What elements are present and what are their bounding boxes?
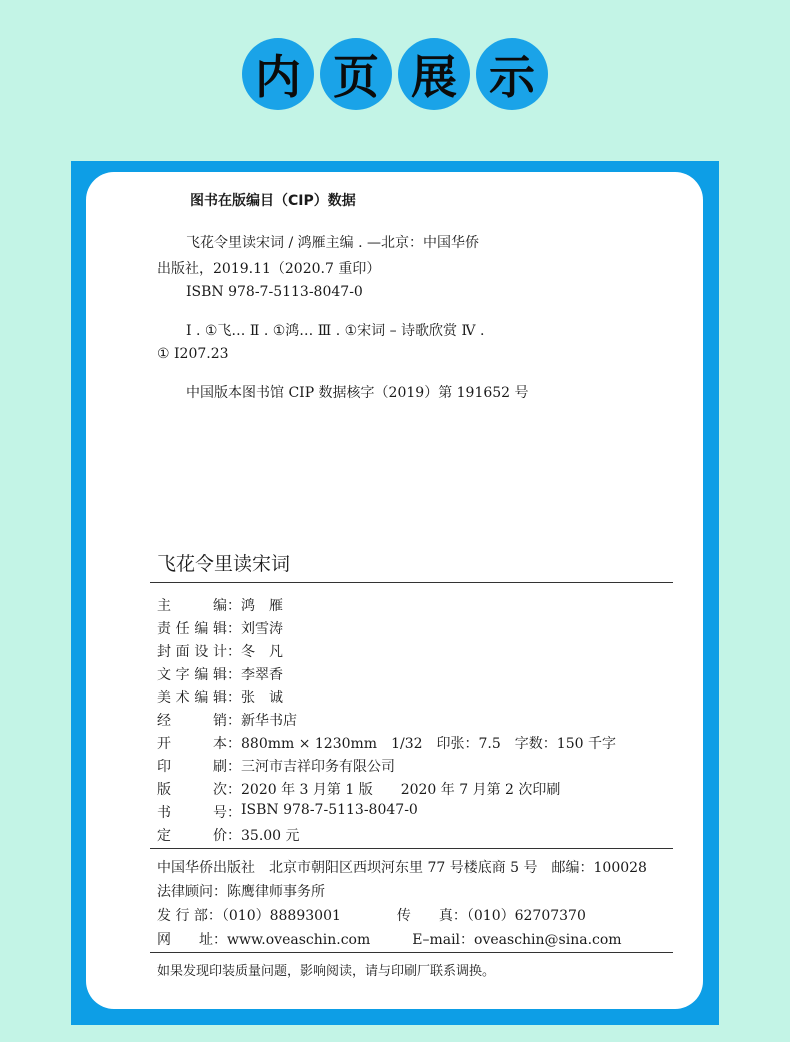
credit-label: 文字编辑 [157,667,227,683]
divider [150,582,673,583]
credit-label: 版次 [157,782,227,798]
credit-row: 封面设计 ： 冬 凡 [157,641,283,661]
cip-heading: 图书在版编目（CIP）数据 [190,193,356,209]
credit-label: 主编 [157,598,227,614]
cip-line: ① I207.23 [157,346,229,362]
cip-isbn: ISBN 978-7-5113-8047-0 [186,284,363,300]
credit-label: 美术编辑 [157,690,227,706]
credit-row: 定价 ： 35.00 元 [157,825,300,845]
credit-row: 书号 ： ISBN 978-7-5113-8047-0 [157,802,418,821]
credit-row: 主编 ： 鸿 雁 [157,595,283,615]
credit-value: 鸿 雁 [241,598,283,614]
credit-label: 印刷 [157,759,227,775]
book-title: 飞花令里读宋词 [157,553,291,575]
divider [150,952,673,953]
publisher-phone: 发 行 部：（010）88893001 传 真：（010）62707370 [157,908,586,924]
credit-label: 封面设计 [157,644,227,660]
header-char-circle: 展 [398,38,470,110]
credit-row: 版次 ： 2020 年 3 月第 1 版 2020 年 7 月第 2 次印刷 [157,779,560,799]
credit-label: 定价 [157,828,227,844]
credit-row: 印刷 ： 三河市吉祥印务有限公司 [157,756,395,776]
credit-value: ISBN 978-7-5113-8047-0 [241,802,418,818]
credit-value: 880mm × 1230mm 1/32 印张：7.5 字数：150 千字 [241,736,616,752]
cip-line: 飞花令里读宋词 / 鸿雁主编 . —北京：中国华侨 [186,235,479,251]
cip-record-number: 中国版本图书馆 CIP 数据核字（2019）第 191652 号 [186,385,529,401]
credit-label: 开本 [157,736,227,752]
quality-notice: 如果发现印装质量问题，影响阅读，请与印刷厂联系调换。 [157,964,496,979]
credit-value: 刘雪涛 [241,621,283,637]
credit-value: 冬 凡 [241,644,283,660]
credit-label: 书号 [157,805,227,821]
legal-counsel: 法律顾问：陈鹰律师事务所 [157,884,325,900]
credit-value: 张 诚 [241,690,283,706]
divider [150,848,673,849]
page-header [0,38,790,110]
credit-row: 美术编辑 ： 张 诚 [157,687,283,707]
credit-value: 李翠香 [241,667,283,683]
credit-row: 责任编辑 ： 刘雪涛 [157,618,283,638]
credit-label: 责任编辑 [157,621,227,637]
header-char-circle: 页 [320,38,392,110]
credit-value: 2020 年 3 月第 1 版 2020 年 7 月第 2 次印刷 [241,782,561,798]
publisher-web: 网 址：www.oveaschin.com E–mail：oveaschin@sina.com [157,932,622,948]
credit-row: 经销 ： 新华书店 [157,710,297,730]
cip-classification: Ⅰ . ①飞… Ⅱ . ①鸿… Ⅲ . ①宋词 – 诗歌欣赏 Ⅳ . [186,323,485,339]
publisher-address: 中国华侨出版社 北京市朝阳区西坝河东里 77 号楼底商 5 号 邮编：100028 [157,860,647,876]
credit-value: 新华书店 [241,713,297,729]
credit-value: 三河市吉祥印务有限公司 [241,759,395,775]
cip-line: 出版社，2019.11（2020.7 重印） [157,261,381,277]
credit-value: 35.00 元 [241,828,300,844]
header-char-circle: 内 [242,38,314,110]
credit-row: 开本 ： 880mm × 1230mm 1/32 印张：7.5 字数：150 千字 [157,733,616,753]
credit-label: 经销 [157,713,227,729]
credit-row: 文字编辑 ： 李翠香 [157,664,283,684]
header-char-circle: 示 [476,38,548,110]
